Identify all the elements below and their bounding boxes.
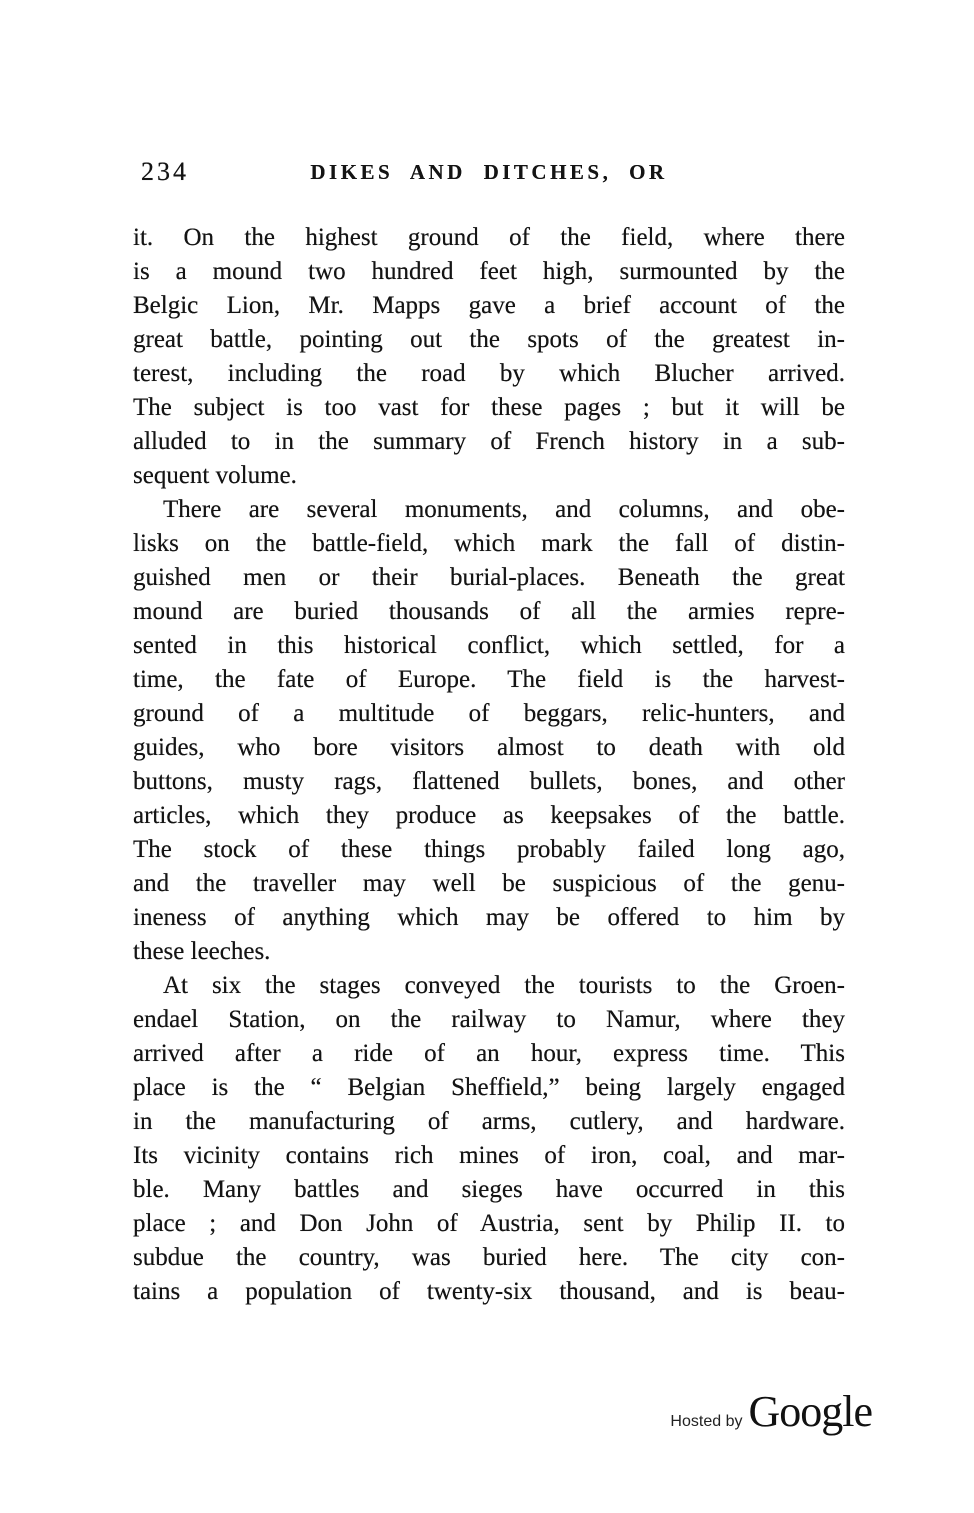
text-line: place ; and Don John of Austria, sent by Philip II. to	[133, 1210, 845, 1237]
text-line: The stock of these things probably failed long ago,	[133, 836, 845, 863]
text-line: ineness of anything which may be offered to him by	[133, 904, 845, 931]
text-line: guides, who bore visitors almost to death with old	[133, 734, 845, 761]
text-line: terest, including the road by which Blucher arrived.	[133, 360, 845, 387]
text-line: place is the “ Belgian Sheffield,” being largely engaged	[133, 1074, 845, 1101]
text-line: ble. Many battles and sieges have occurred in this	[133, 1176, 845, 1203]
text-line: articles, which they produce as keepsakes of the battle.	[133, 802, 845, 829]
paragraph	[133, 493, 845, 969]
text-line: in the manufacturing of arms, cutlery, and hardware.	[133, 1108, 845, 1135]
text-line: buttons, musty rags, flattened bullets, bones, and other	[133, 768, 845, 795]
footer-watermark	[670, 1387, 872, 1436]
running-header: DIKES AND DITCHES, OR	[310, 160, 668, 184]
paragraph	[133, 969, 845, 1309]
text-line: sequent volume.	[133, 462, 297, 489]
text-line: great battle, pointing out the spots of the greatest in-	[133, 326, 845, 353]
text-line: is a mound two hundred feet high, surmounted by the	[133, 258, 845, 285]
text-block	[133, 221, 845, 1309]
hosted-by-label: Hosted by	[670, 1413, 743, 1430]
text-line: these leeches.	[133, 938, 271, 965]
text-line: endael Station, on the railway to Namur, where they	[133, 1006, 845, 1033]
paragraph	[133, 221, 845, 493]
text-line: The subject is too vast for these pages ; but it will be	[133, 394, 845, 421]
text-line: ground of a multitude of beggars, relic-hunters, and	[133, 700, 845, 727]
text-line: mound are buried thousands of all the armies repre-	[133, 598, 845, 625]
text-line: Belgic Lion, Mr. Mapps gave a brief account of the	[133, 292, 845, 319]
text-line: alluded to in the summary of French history in a sub-	[133, 428, 845, 455]
text-line: arrived after a ride of an hour, express time. This	[133, 1040, 845, 1067]
text-line: guished men or their burial-places. Beneath the great	[133, 564, 845, 591]
text-line: time, the fate of Europe. The field is the harvest-	[133, 666, 845, 693]
text-line: There are several monuments, and columns, and obe-	[163, 496, 845, 523]
text-line: it. On the highest ground of the field, where there	[133, 224, 845, 251]
text-line: and the traveller may well be suspicious of the genu-	[133, 870, 845, 897]
text-line: tains a population of twenty-six thousand, and is beau-	[133, 1278, 845, 1305]
page-number: 234	[141, 157, 189, 186]
google-logo: Google	[748, 1387, 872, 1436]
text-line: sented in this historical conflict, which settled, for a	[133, 632, 845, 659]
text-line: At six the stages conveyed the tourists to the Groen-	[163, 972, 845, 999]
text-line: lisks on the battle-field, which mark the fall of distin-	[133, 530, 845, 557]
text-line: Its vicinity contains rich mines of iron, coal, and mar-	[133, 1142, 845, 1169]
text-line: subdue the country, was buried here. The city con-	[133, 1244, 845, 1271]
